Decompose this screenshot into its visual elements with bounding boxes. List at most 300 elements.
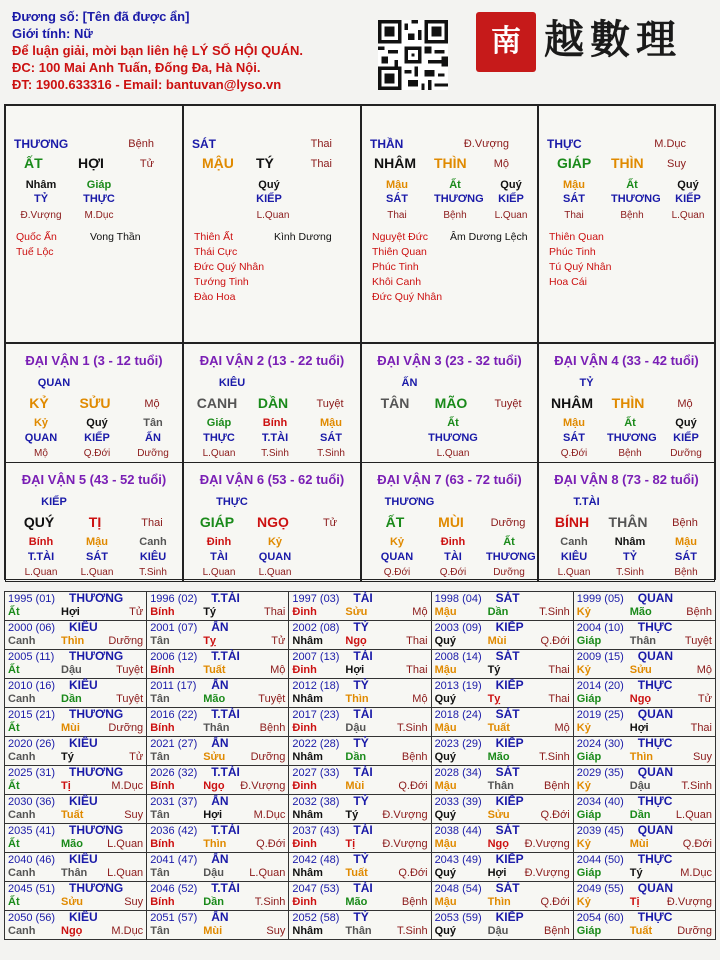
- year-star: THỰC: [637, 620, 673, 634]
- dv-phase: Mộ: [677, 398, 693, 410]
- annual-cell: [5, 882, 147, 911]
- year-stem: Kỷ: [576, 664, 591, 676]
- palace-phase: Tử: [139, 158, 154, 170]
- dv-ten-god: ẤN: [145, 432, 161, 444]
- seal-stamp: 南: [476, 12, 536, 72]
- phase: L.Quan: [494, 210, 528, 221]
- dai-van-star: KIẾP: [41, 496, 67, 508]
- year-star: KIÊU: [69, 678, 98, 692]
- annual-cell: [147, 766, 289, 795]
- year-star: SÁT: [495, 707, 520, 721]
- year-phase: Tuyệt: [116, 693, 144, 705]
- dai-van-star: KIÊU: [218, 377, 246, 389]
- year-label: 2042 (48): [292, 854, 340, 866]
- year-branch: Tý: [61, 751, 74, 763]
- year-stem: Tân: [150, 693, 170, 705]
- year-star: T.TÀI: [211, 707, 240, 721]
- dai-van-cell: [183, 462, 361, 582]
- year-stem: Canh: [8, 751, 36, 763]
- year-branch: Dậu: [487, 925, 509, 937]
- year-label: 2031 (37): [150, 796, 198, 808]
- year-branch: Thìn: [61, 635, 85, 647]
- dv-phase-sub: T.Sinh: [261, 448, 289, 459]
- dai-van-title: ĐẠI VẬN 8 (73 - 82 tuổi): [554, 472, 699, 487]
- dv-hidden-stem: Tân: [143, 417, 163, 429]
- annual-cell: [431, 853, 573, 882]
- year-label: 2037 (43): [292, 825, 340, 837]
- dv-phase: Tuyệt: [316, 398, 344, 410]
- annual-cell: [289, 679, 431, 708]
- year-star: THỰC: [637, 910, 673, 924]
- year-label: 2050 (56): [8, 912, 56, 924]
- dv-hidden-stem: Mậu: [563, 417, 585, 429]
- year-label: 2002 (08): [292, 622, 340, 634]
- year-star: TÀI: [353, 707, 373, 721]
- year-star: ẤN: [211, 678, 229, 692]
- annual-cell: [289, 824, 431, 853]
- year-branch: Dậu: [61, 664, 82, 676]
- dv-ten-god: KIẾP: [673, 432, 699, 444]
- year-phase: M.Dục: [680, 867, 712, 879]
- year-star: T.TÀI: [211, 765, 240, 779]
- year-phase: Tuyệt: [684, 635, 712, 647]
- year-star: KIẾP: [495, 620, 524, 634]
- annual-row: [5, 766, 716, 795]
- year-branch: Tị: [345, 838, 356, 850]
- year-label: 2007 (13): [292, 651, 340, 663]
- year-branch: Tý: [345, 809, 359, 821]
- year-stem: Đinh: [292, 896, 317, 908]
- year-branch: Dậu: [629, 780, 651, 792]
- year-branch: Tuất: [629, 925, 653, 937]
- year-label: 2035 (41): [8, 825, 56, 837]
- year-stem: Canh: [8, 925, 36, 937]
- year-star: ẤN: [211, 736, 229, 750]
- year-branch: Tị: [61, 780, 71, 792]
- year-branch: Tuất: [487, 722, 510, 734]
- dai-van-star: T.TÀI: [573, 496, 600, 508]
- dv-phase-sub: Dưỡng: [670, 448, 702, 459]
- brand-logo: [476, 10, 716, 80]
- palace-state: M.Dục: [654, 138, 686, 150]
- year-stem: Mậu: [434, 896, 457, 908]
- year-label: 2001 (07): [150, 622, 198, 634]
- year-branch: Mão: [629, 606, 652, 618]
- year-phase: Đ.Vượng: [382, 809, 428, 821]
- year-label: 2005 (11): [8, 651, 55, 663]
- annual-row: [5, 708, 716, 737]
- year-branch: Ngọ: [629, 693, 652, 705]
- year-star: KIẾP: [495, 736, 524, 750]
- ten-god: THỰC: [83, 193, 115, 205]
- year-phase: Đ.Vượng: [666, 896, 712, 908]
- dv-hidden-stem: Canh: [139, 536, 167, 548]
- year-label: 1997 (03): [292, 593, 340, 605]
- year-stem: Canh: [8, 809, 36, 821]
- hidden-stem: Quý: [258, 179, 280, 191]
- year-stem: Bính: [150, 722, 175, 734]
- hidden-stem: Quý: [500, 179, 522, 191]
- annual-cell: [147, 708, 289, 737]
- year-label: 2039 (45): [576, 825, 624, 837]
- year-stem: Đinh: [292, 664, 317, 676]
- ten-god: THƯƠNG: [611, 193, 661, 205]
- year-stem: Mậu: [434, 838, 457, 850]
- year-branch: Dậu: [203, 867, 224, 879]
- year-phase: Thai: [406, 664, 428, 676]
- year-branch: Thân: [203, 722, 230, 734]
- year-stem: Ất: [8, 664, 20, 676]
- annual-row: [5, 679, 716, 708]
- year-label: 2029 (35): [576, 767, 624, 779]
- year-phase: Q.Đới: [398, 867, 428, 879]
- palace-star: THƯƠNG: [14, 137, 69, 151]
- year-star: THƯƠNG: [69, 881, 124, 895]
- year-branch: Tý: [203, 606, 217, 618]
- year-star: KIẾP: [495, 852, 524, 866]
- year-phase: Mộ: [412, 606, 428, 618]
- annual-cell: [5, 621, 147, 650]
- palace-cell: [183, 105, 361, 343]
- year-phase: Q.Đới: [540, 809, 570, 821]
- dv-phase-sub: Mộ: [34, 448, 48, 459]
- annual-cell: [5, 766, 147, 795]
- year-label: 2021 (27): [150, 738, 198, 750]
- year-label: 2049 (55): [576, 883, 624, 895]
- year-stem: Nhâm: [292, 635, 323, 647]
- year-label: 2013 (19): [434, 680, 482, 692]
- annual-cell: [289, 911, 431, 940]
- dai-van-title: ĐẠI VẬN 5 (43 - 52 tuổi): [21, 472, 167, 487]
- year-stem: Kỷ: [576, 838, 591, 850]
- year-star: THỰC: [637, 852, 673, 866]
- hidden-stem: Ất: [449, 179, 461, 191]
- shensha-left: Tuế Lộc: [16, 246, 54, 258]
- dv-phase-sub: L.Quan: [80, 567, 114, 578]
- annual-row: [5, 795, 716, 824]
- year-phase: L.Quan: [107, 867, 144, 879]
- phase: M.Dục: [84, 210, 114, 221]
- year-stem: Mậu: [434, 722, 457, 734]
- year-star: KIÊU: [69, 910, 98, 924]
- contact-note: Để luận giải, mời bạn liên hệ LÝ SỐ HỘI QUÁN.: [12, 43, 303, 58]
- year-branch: Sửu: [61, 896, 84, 908]
- annual-cell: [5, 795, 147, 824]
- year-stem: Tân: [150, 635, 170, 647]
- year-branch: Thân: [629, 635, 657, 647]
- year-label: 2053 (59): [434, 912, 482, 924]
- year-phase: Q.Đới: [540, 896, 570, 908]
- dai-van-star: QUAN: [37, 377, 71, 389]
- year-phase: Q.Đới: [398, 780, 428, 792]
- year-stem: Mậu: [434, 606, 457, 618]
- year-label: 1998 (04): [434, 593, 482, 605]
- year-phase: Bệnh: [259, 722, 286, 734]
- year-phase: Dưỡng: [677, 925, 712, 937]
- palace-cell: [538, 105, 715, 343]
- annual-cell: [431, 766, 573, 795]
- year-phase: Suy: [124, 809, 144, 821]
- year-stem: Kỷ: [576, 896, 591, 908]
- year-branch: Thìn: [629, 751, 653, 763]
- year-phase: Thai: [690, 722, 712, 734]
- year-phase: Q.Đới: [256, 838, 286, 850]
- dv-phase-sub: T.Sinh: [317, 448, 345, 459]
- annual-cell: [573, 911, 715, 940]
- dv-branch: MÃO: [434, 395, 468, 411]
- dai-van-title: ĐẠI VẬN 6 (53 - 62 tuổi): [199, 472, 345, 487]
- year-phase: M.Dục: [111, 780, 144, 792]
- year-star: SÁT: [495, 649, 520, 663]
- year-branch: Mùi: [203, 925, 223, 937]
- year-label: 2025 (31): [8, 767, 56, 779]
- year-branch: Dần: [629, 809, 651, 821]
- annual-cell: [147, 621, 289, 650]
- year-label: 2004 (10): [576, 622, 624, 634]
- annual-cell: [573, 592, 715, 621]
- year-label: 2024 (30): [576, 738, 624, 750]
- dv-hidden-stem: Mậu: [675, 536, 697, 548]
- shensha-left: Đức Quý Nhân: [194, 261, 265, 273]
- dv-phase: Thai: [141, 517, 163, 529]
- dv-stem: BÍNH: [554, 514, 590, 530]
- year-branch: Thân: [487, 780, 514, 792]
- phase: Bệnh: [443, 210, 467, 221]
- annual-cell: [147, 679, 289, 708]
- year-phase: Dưỡng: [108, 722, 144, 734]
- annual-cell: [573, 795, 715, 824]
- year-phase: Tử: [697, 693, 712, 705]
- dv-phase: Dưỡng: [490, 517, 526, 529]
- year-phase: T.Sinh: [681, 780, 712, 792]
- dv-ten-god: TỶ: [622, 551, 638, 563]
- year-phase: Thai: [263, 606, 286, 618]
- earth-branch: HỢI: [78, 155, 104, 171]
- annual-cell: [431, 650, 573, 679]
- dv-stem: QUÝ: [23, 514, 55, 530]
- year-label: 2036 (42): [150, 825, 198, 837]
- dv-hidden-stem: Ất: [503, 536, 515, 548]
- year-label: 2014 (20): [576, 680, 624, 692]
- year-stem: Tân: [150, 925, 170, 937]
- year-star: KIÊU: [69, 736, 98, 750]
- year-stem: Canh: [8, 867, 36, 879]
- year-stem: Tân: [150, 751, 170, 763]
- year-star: KIẾP: [495, 678, 524, 692]
- owner-name: Đương số: [Tên đã được ẩn]: [12, 9, 190, 24]
- annual-cell: [289, 766, 431, 795]
- dv-phase-sub: Dưỡng: [493, 567, 525, 578]
- year-label: 2034 (40): [576, 796, 624, 808]
- annual-cell: [289, 621, 431, 650]
- annual-cell: [431, 737, 573, 766]
- dv-stem: GIÁP: [199, 514, 235, 530]
- heaven-stem: ẤT: [24, 155, 43, 171]
- header-info: [12, 8, 372, 93]
- shensha-right: Kình Dương: [274, 231, 332, 243]
- year-label: 2054 (60): [576, 912, 624, 924]
- year-branch: Hợi: [487, 867, 507, 879]
- dv-ten-god: SÁT: [675, 551, 697, 563]
- year-star: THƯƠNG: [69, 823, 124, 837]
- year-label: 2043 (49): [434, 854, 482, 866]
- year-star: KIẾP: [495, 910, 524, 924]
- year-stem: Canh: [8, 693, 36, 705]
- shensha-left: Hoa Cái: [549, 276, 587, 288]
- year-phase: Bệnh: [401, 751, 428, 763]
- year-phase: Suy: [693, 751, 712, 763]
- dai-van-title: ĐẠI VẬN 2 (13 - 22 tuổi): [199, 353, 345, 368]
- year-label: 2051 (57): [150, 912, 198, 924]
- dv-ten-god: THƯƠNG: [486, 551, 536, 563]
- year-stem: Bính: [150, 664, 175, 676]
- dv-phase-sub: Bệnh: [674, 567, 698, 578]
- annual-cell: [147, 737, 289, 766]
- year-stem: Tân: [150, 809, 170, 821]
- year-branch: Mão: [487, 751, 510, 763]
- annual-cell: [573, 853, 715, 882]
- earth-branch: THÌN: [434, 155, 467, 171]
- year-star: THƯƠNG: [69, 649, 124, 663]
- year-stem: Ất: [8, 896, 20, 908]
- dai-van-cell: [538, 462, 715, 582]
- annual-cell: [5, 853, 147, 882]
- year-label: 2006 (12): [150, 651, 198, 663]
- annual-row: [5, 737, 716, 766]
- year-stem: Quý: [434, 867, 456, 879]
- dv-stem: NHÂM: [551, 395, 593, 411]
- palace-grid: [4, 104, 716, 580]
- year-stem: Quý: [434, 635, 456, 647]
- year-branch: Tý: [629, 867, 643, 879]
- year-stem: Bính: [150, 896, 175, 908]
- dv-branch: SỬU: [79, 395, 111, 411]
- hidden-stem: Mậu: [386, 179, 408, 191]
- dv-ten-god: QUAN: [24, 432, 58, 444]
- dv-hidden-stem: Quý: [675, 417, 697, 429]
- heaven-stem: NHÂM: [374, 155, 416, 171]
- year-phase: Dưỡng: [108, 635, 144, 647]
- year-branch: Dần: [345, 751, 367, 763]
- dv-hidden-stem: Kỷ: [33, 417, 49, 429]
- year-stem: Mậu: [434, 664, 457, 676]
- year-star: THỰC: [637, 678, 673, 692]
- annual-cell: [573, 824, 715, 853]
- annual-cell: [431, 592, 573, 621]
- year-star: KIẾP: [495, 794, 524, 808]
- year-star: TỶ: [353, 620, 369, 634]
- year-stem: Giáp: [576, 635, 602, 647]
- year-label: 2028 (34): [434, 767, 482, 779]
- address: ĐC: 100 Mai Anh Tuấn, Đống Đa, Hà Nội.: [12, 60, 261, 75]
- year-star: THƯƠNG: [69, 765, 124, 779]
- year-star: ẤN: [211, 620, 229, 634]
- year-phase: T.Sinh: [396, 722, 428, 734]
- year-phase: T.Sinh: [396, 925, 428, 937]
- palace-cell: [361, 105, 538, 343]
- annual-cell: [431, 621, 573, 650]
- dai-van-cell: [361, 462, 538, 582]
- dv-stem: KỶ: [29, 395, 49, 411]
- dai-van-cell: [5, 462, 183, 582]
- year-stem: Nhâm: [292, 693, 323, 705]
- year-branch: Tỵ: [487, 693, 501, 705]
- dai-van-cell: [538, 343, 715, 463]
- year-stem: Nhâm: [292, 751, 323, 763]
- year-label: 2027 (33): [292, 767, 340, 779]
- year-branch: Mùi: [487, 635, 507, 647]
- year-branch: Thân: [345, 925, 372, 937]
- dv-phase-sub: Q.Đới: [439, 567, 467, 578]
- dv-hidden-stem: Bính: [28, 536, 54, 548]
- annual-cell: [289, 882, 431, 911]
- year-star: ẤN: [211, 794, 229, 808]
- dv-stem: ẤT: [385, 514, 405, 530]
- dv-ten-god: SÁT: [86, 551, 108, 563]
- dv-ten-god: QUAN: [380, 551, 414, 563]
- year-phase: Tử: [129, 606, 144, 618]
- year-star: KIÊU: [69, 794, 98, 808]
- dv-hidden-stem: Ất: [447, 417, 459, 429]
- year-label: 2032 (38): [292, 796, 340, 808]
- dv-ten-god: TÀI: [444, 551, 462, 563]
- year-star: TÀI: [353, 823, 373, 837]
- year-star: THƯƠNG: [69, 707, 124, 721]
- year-branch: Dậu: [345, 722, 367, 734]
- year-phase: L.Quan: [107, 838, 144, 850]
- year-star: QUAN: [637, 707, 674, 721]
- year-branch: Dần: [61, 693, 82, 705]
- year-star: SÁT: [495, 823, 520, 837]
- ten-god: KIẾP: [498, 193, 524, 205]
- year-star: TỶ: [353, 910, 369, 924]
- year-stem: Nhâm: [292, 809, 323, 821]
- annual-cell: [5, 650, 147, 679]
- dv-ten-god: SÁT: [320, 432, 342, 444]
- phase: L.Quan: [671, 210, 705, 221]
- phase: Đ.Vượng: [20, 210, 62, 221]
- year-label: 2018 (24): [434, 709, 482, 721]
- year-phase: T.Sinh: [539, 606, 570, 618]
- year-label: 2016 (22): [150, 709, 198, 721]
- year-label: 2041 (47): [150, 854, 198, 866]
- year-stem: Ất: [8, 722, 20, 734]
- year-label: 1999 (05): [576, 593, 624, 605]
- year-label: 2010 (16): [8, 680, 56, 692]
- year-label: 2052 (58): [292, 912, 340, 924]
- year-star: KIÊU: [69, 620, 98, 634]
- year-phase: Mộ: [270, 664, 286, 676]
- year-stem: Ất: [8, 838, 20, 850]
- ten-god: TỶ: [33, 193, 49, 205]
- dv-phase-sub: Q.Đới: [83, 448, 111, 459]
- year-branch: Mùi: [61, 722, 80, 734]
- year-star: T.TÀI: [211, 881, 240, 895]
- year-branch: Sửu: [345, 606, 368, 618]
- dai-van-title: ĐẠI VẬN 7 (63 - 72 tuổi): [377, 472, 522, 487]
- dv-phase-sub: Dưỡng: [137, 448, 169, 459]
- annual-cell: [5, 824, 147, 853]
- annual-cell: [289, 795, 431, 824]
- year-branch: Tuất: [345, 867, 368, 879]
- year-label: 2008 (14): [434, 651, 482, 663]
- palace-star: THẦN: [370, 137, 404, 151]
- ten-god: KIẾP: [256, 193, 282, 205]
- year-star: QUAN: [637, 649, 674, 663]
- annual-cell: [147, 824, 289, 853]
- year-stem: Quý: [434, 751, 456, 763]
- year-branch: Sửu: [629, 664, 652, 676]
